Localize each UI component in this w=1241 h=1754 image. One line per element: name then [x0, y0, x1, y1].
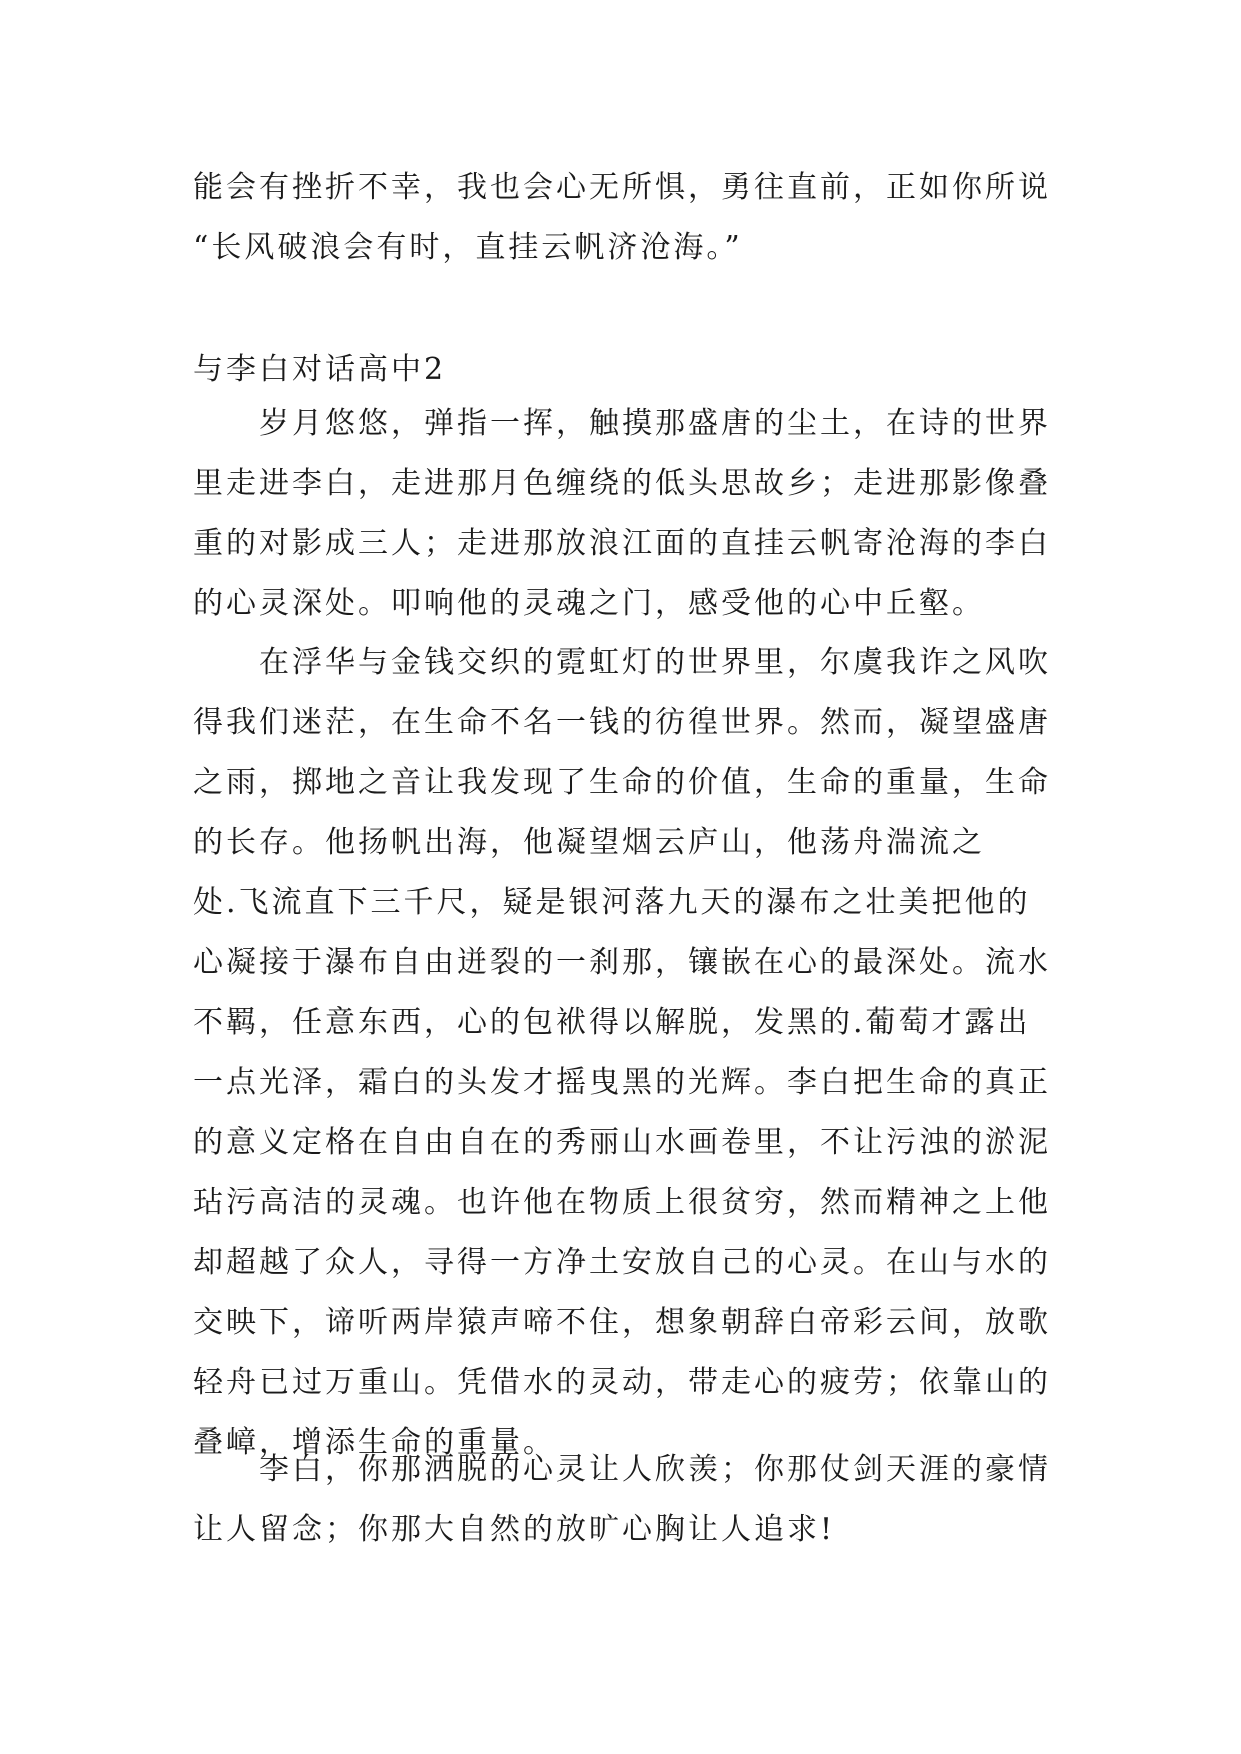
text-line: 叠嶂，增添生命的重量。 [193, 1425, 556, 1460]
text-line: “长风破浪会有时，直挂云帆济沧海。” [193, 230, 743, 265]
text-line: 交映下，谛听两岸猿声啼不住，想象朝辞白帝彩云间，放歌 [193, 1305, 1051, 1340]
paragraph-1 [193, 394, 1053, 634]
paragraph-2 [193, 633, 1053, 1473]
section-heading: 与李白对话高中2 [193, 352, 447, 387]
text-line: 在浮华与金钱交织的霓虹灯的世界里，尔虞我诈之风吹 [259, 645, 1051, 680]
text-line: 的长存。他扬帆出海，他凝望烟云庐山，他荡舟湍流之 [193, 825, 985, 860]
text-line: 玷污高洁的灵魂。也许他在物质上很贫穷，然而精神之上他 [193, 1185, 1051, 1220]
paragraph-3 [193, 1440, 1053, 1560]
text-line: 轻舟已过万重山。凭借水的灵动，带走心的疲劳；依靠山的 [193, 1365, 1051, 1400]
text-line: 重的对影成三人；走进那放浪江面的直挂云帆寄沧海的李白 [193, 526, 1051, 561]
text-line: 一点光泽，霜白的头发才摇曳黑的光辉。李白把生命的真正 [193, 1065, 1051, 1100]
text-line: 的意义定格在自由自在的秀丽山水画卷里，不让污浊的淤泥 [193, 1125, 1051, 1160]
text-line: 能会有挫折不幸，我也会心无所惧，勇往直前，正如你所说 [193, 170, 1051, 205]
text-line: 岁月悠悠，弹指一挥，触摸那盛唐的尘土，在诗的世界 [259, 406, 1051, 441]
text-line: 里走进李白，走进那月色缠绕的低头思故乡；走进那影像叠 [193, 466, 1051, 501]
text-line: 却超越了众人，寻得一方净土安放自己的心灵。在山与水的 [193, 1245, 1051, 1280]
text-line: 得我们迷茫，在生命不名一钱的彷徨世界。然而，凝望盛唐 [193, 705, 1051, 740]
text-line: 处.飞流直下三千尺，疑是银河落九天的瀑布之壮美把他的 [193, 885, 1031, 920]
text-line: 之雨，掷地之音让我发现了生命的价值，生命的重量，生命 [193, 765, 1051, 800]
text-line: 让人留念；你那大自然的放旷心胸让人追求! [193, 1512, 836, 1547]
continuation-paragraph [193, 158, 1053, 278]
text-line: 心凝接于瀑布自由迸裂的一刹那，镶嵌在心的最深处。流水 [193, 945, 1051, 980]
section-heading-block [193, 340, 1053, 400]
text-line: 的心灵深处。叩响他的灵魂之门，感受他的心中丘壑。 [193, 586, 985, 621]
text-line: 不羁，任意东西，心的包袱得以解脱，发黑的.葡萄才露出 [193, 1005, 1031, 1040]
text-line: 李白，你那洒脱的心灵让人欣羡；你那仗剑天涯的豪情 [259, 1452, 1051, 1487]
